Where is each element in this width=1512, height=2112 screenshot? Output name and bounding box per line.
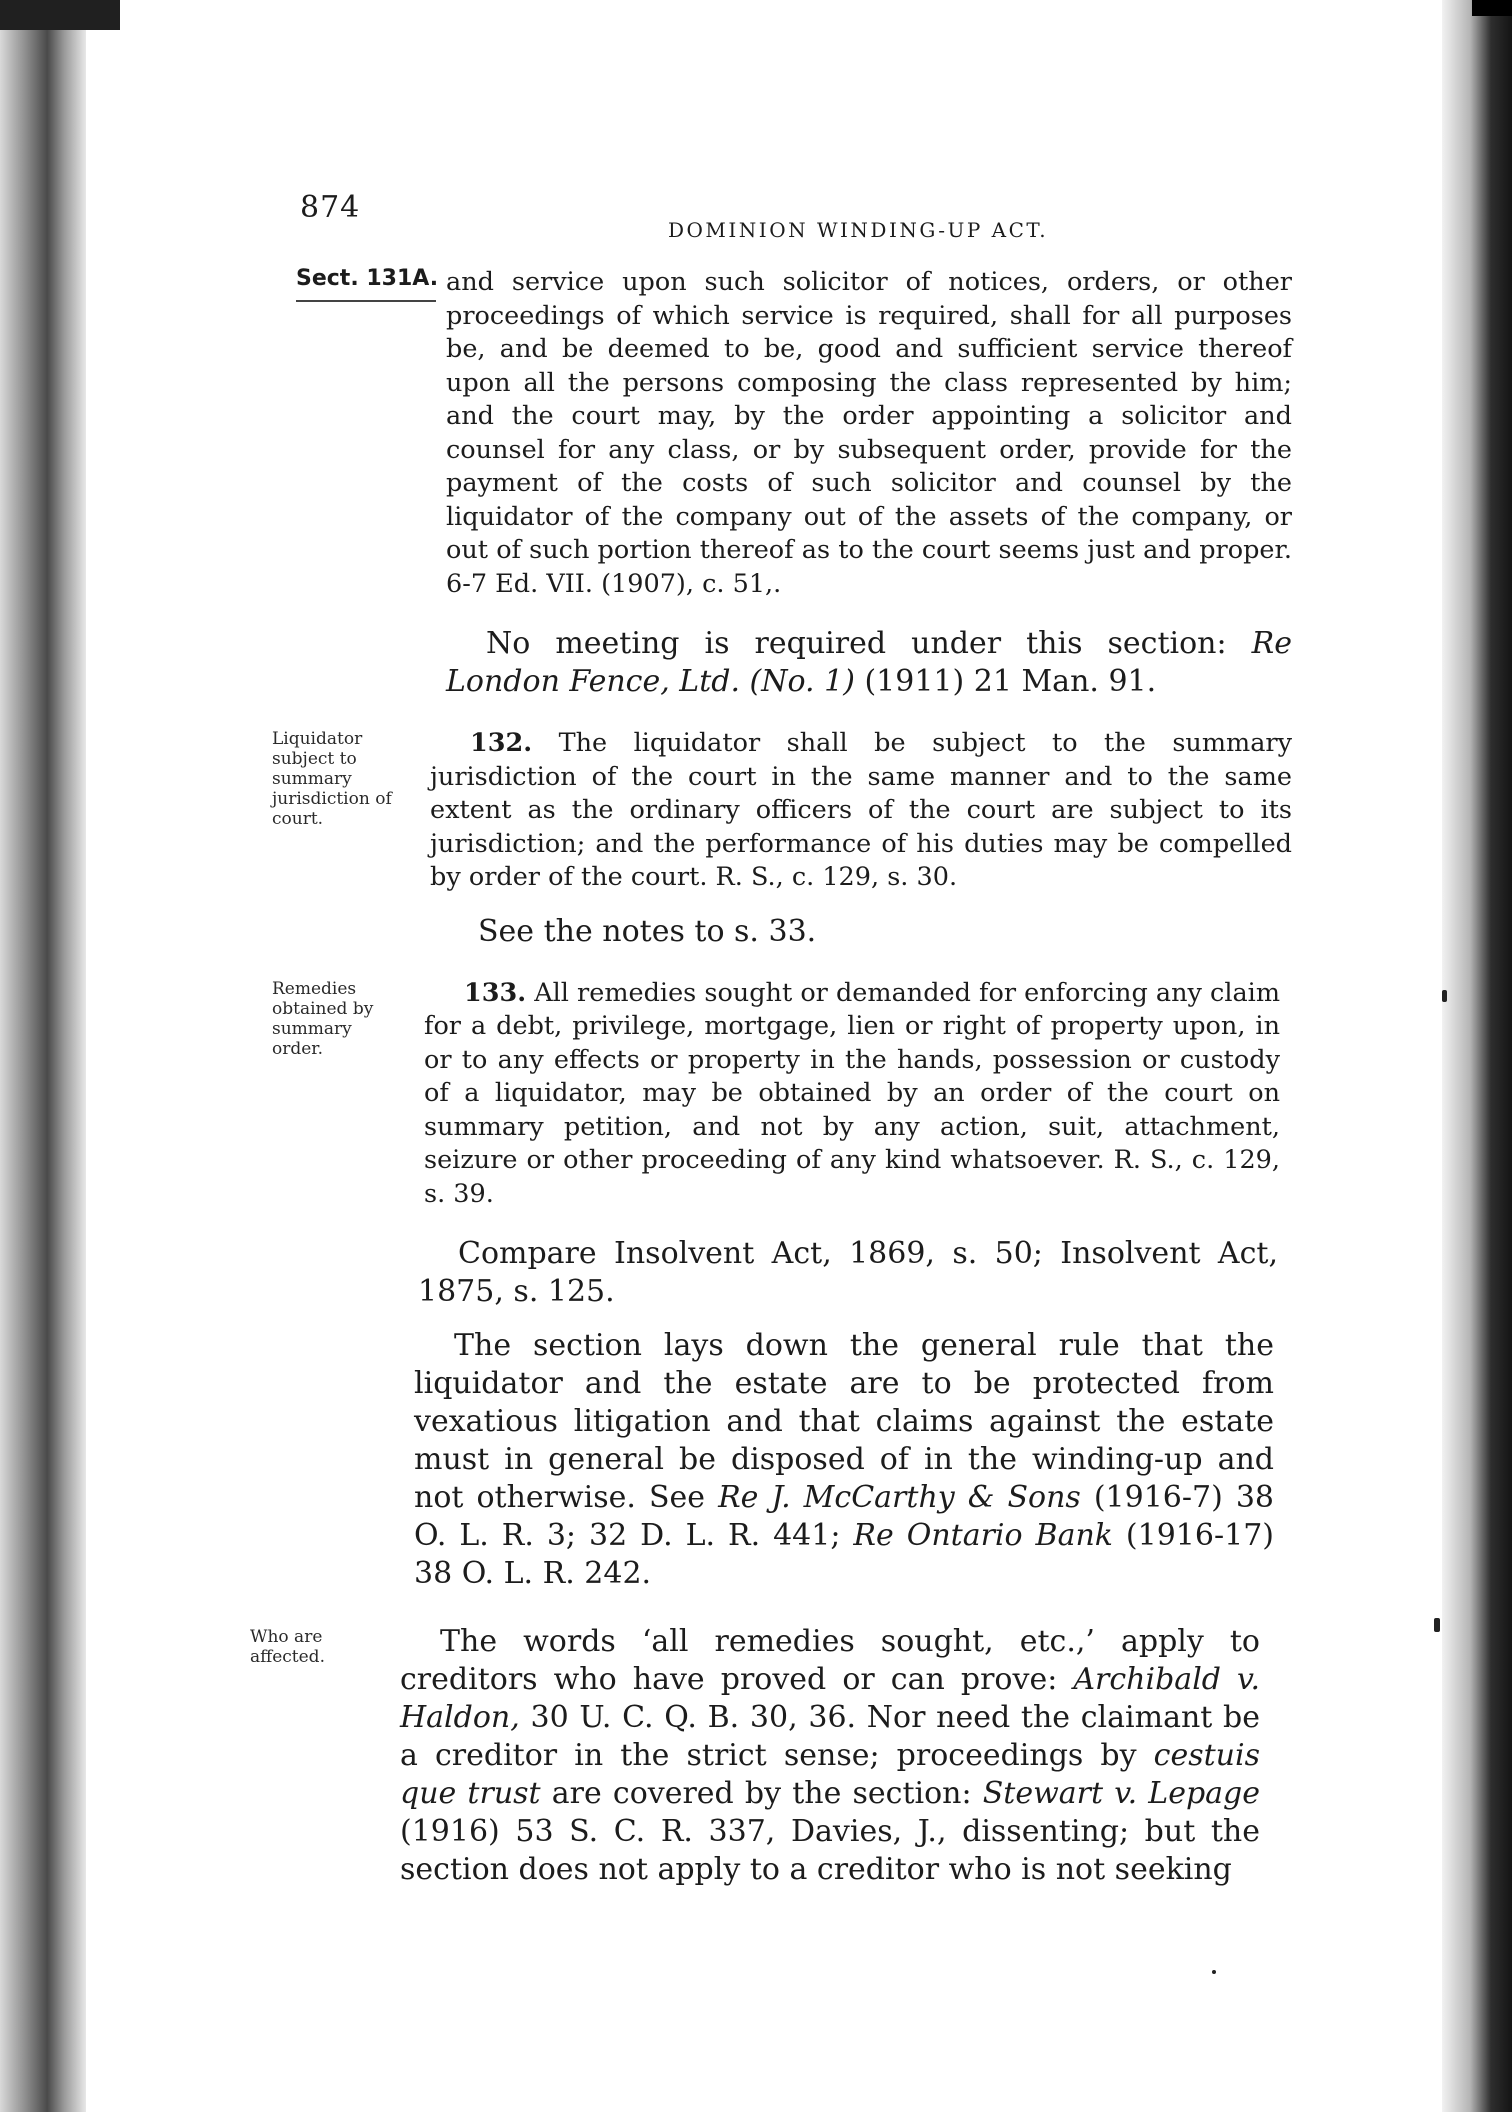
- section-132-text: [430, 727, 1292, 895]
- scan-speck: [1212, 1970, 1216, 1974]
- note-131a: [446, 625, 1292, 701]
- book-page: [250, 190, 1300, 1889]
- margin-note: Who are affected.: [250, 1627, 325, 1667]
- book-right-edge: [1442, 0, 1512, 2112]
- note-133-compare: Compare Insolvent Act, 1869, s. 50; Insolvent Act, 1875, s. 125.: [418, 1236, 1278, 1309]
- note-text: are covered by the section:: [540, 1776, 983, 1811]
- note-text: No meeting is required under this section:: [486, 626, 1252, 661]
- case-citation: Re Ontario Bank: [853, 1518, 1113, 1553]
- section-body: All remedies sought or demanded for enforcing any claim for a debt, privilege, mortgage, lien or right of property upon, in or to any effects or property in the hands, possession or custody of a liquidator, may be obtained by an order of the court on summary petition, and not by any action, suit, attachment, seizure or other proceeding of any kind whatsoever. R. S., c. 129, s. 39.: [424, 977, 1281, 1209]
- note-text: (1911) 21 Man. 91.: [854, 664, 1157, 699]
- section-131a-text: and service upon such solicitor of notices, orders, or other proceedings of which service is required, shall for all purposes be, and be deemed to be, good and sufficient service thereof upon all the persons composing the class represented by him; and the court may, by the order appointing a solicitor and counsel for any class, or by subsequent order, provide for the payment of the costs of such solicitor and counsel by the liquidator of the company out of the assets of the company, or out of such portion thereof as to the court seems just and proper. 6-7 Ed. VII. (1907), c. 51,.: [446, 267, 1292, 599]
- case-citation: Re London Fence, Ltd. (No. 1): [446, 626, 1292, 699]
- section-body: The liquidator shall be subject to the summary jurisdiction of the court in the same manner and to the same extent as the ordinary officers of the court are subject to its jurisdiction; and the performance of his duties may be compelled by order of the court. R. S., c. 129, s. 30.: [430, 728, 1292, 892]
- note-133-who-affected: [250, 1623, 1300, 1889]
- margin-note: Liquidator subject to summary jurisdiction of court.: [272, 729, 392, 829]
- note-132: See the notes to s. 33.: [478, 913, 817, 949]
- section-133: [272, 977, 1300, 1212]
- case-citation: Re J. McCarthy & Sons: [718, 1480, 1081, 1515]
- note-text: (1916) 53 S. C. R. 337, Davies, J., dissenting; but the section does not apply to a creditor who is not seeking: [400, 1814, 1260, 1887]
- running-head: DOMINION WINDING-UP ACT.: [668, 218, 1049, 242]
- section-number: 132.: [470, 728, 533, 758]
- page-number: 874: [300, 190, 361, 225]
- scan-corner-shadow-right: [1472, 0, 1512, 16]
- book-left-edge: [0, 0, 86, 2112]
- section-132: [272, 727, 1300, 895]
- case-citation: Archibald v. Haldon,: [400, 1662, 1260, 1735]
- section-number: 133.: [464, 977, 527, 1008]
- note-text: 30 U. C. Q. B. 30, 36. Nor need the claimant be a creditor in the strict sense; proceedings by: [400, 1700, 1260, 1773]
- scan-speck: [1442, 990, 1447, 1002]
- margin-note: Remedies obtained by summary order.: [272, 978, 374, 1059]
- case-citation: Stewart v. Lepage: [982, 1776, 1261, 1811]
- section-rule: [296, 300, 436, 302]
- note-text: (1916-7) 38 O. L. R. 3; 32 D. L. R. 441;: [414, 1480, 1274, 1553]
- note-who-affected-text: [400, 1623, 1260, 1889]
- case-citation: cestuis que trust: [400, 1738, 1260, 1811]
- note-text: The words ‘all remedies sought, etc.,’ apply to creditors who have proved or can prove:: [400, 1624, 1260, 1697]
- note-text: The section lays down the general rule that the liquidator and the estate are to be protected from vexatious litigation and that claims against the estate must in general be disposed of in the winding-up and not otherwise. See: [414, 1328, 1274, 1515]
- scan-speck: [1434, 1618, 1440, 1632]
- section-131a: [296, 266, 1300, 601]
- note-text: (1916-17) 38 O. L. R. 242.: [414, 1518, 1274, 1591]
- section-133-text: [424, 977, 1280, 1212]
- page-header: [300, 190, 1300, 260]
- section-label: Sect. 131A.: [296, 266, 439, 291]
- note-133-general-rule: [414, 1327, 1274, 1593]
- scan-corner-shadow: [0, 0, 120, 30]
